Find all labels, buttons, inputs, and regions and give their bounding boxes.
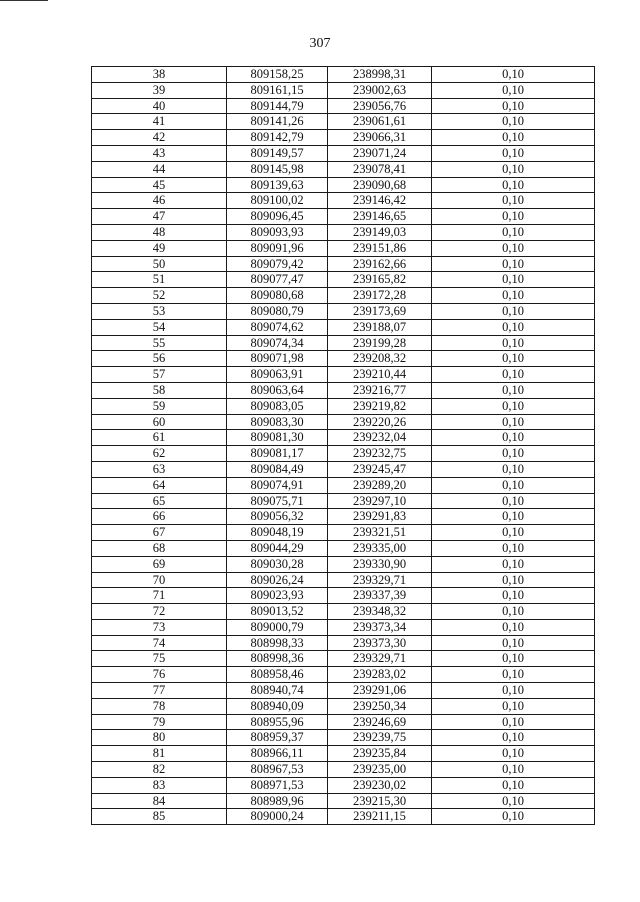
y-coordinate-cell: 239235,84 bbox=[328, 746, 432, 762]
y-coordinate-cell: 239211,15 bbox=[328, 809, 432, 825]
table-row bbox=[92, 224, 595, 240]
x-coordinate-cell: 809142,79 bbox=[227, 130, 328, 146]
point-number-cell: 78 bbox=[92, 698, 227, 714]
x-coordinate-cell: 809100,02 bbox=[227, 193, 328, 209]
table-row bbox=[92, 683, 595, 699]
x-coordinate-cell: 809077,47 bbox=[227, 272, 328, 288]
x-coordinate-cell: 808989,96 bbox=[227, 793, 328, 809]
accuracy-cell: 0,10 bbox=[432, 351, 595, 367]
point-number-cell: 43 bbox=[92, 145, 227, 161]
y-coordinate-cell: 238998,31 bbox=[328, 67, 432, 83]
y-coordinate-cell: 239066,31 bbox=[328, 130, 432, 146]
x-coordinate-cell: 809091,96 bbox=[227, 240, 328, 256]
y-coordinate-cell: 239210,44 bbox=[328, 367, 432, 383]
accuracy-cell: 0,10 bbox=[432, 98, 595, 114]
x-coordinate-cell: 809048,19 bbox=[227, 525, 328, 541]
accuracy-cell: 0,10 bbox=[432, 367, 595, 383]
point-number-cell: 58 bbox=[92, 382, 227, 398]
point-number-cell: 73 bbox=[92, 619, 227, 635]
table-row bbox=[92, 809, 595, 825]
table-row bbox=[92, 98, 595, 114]
y-coordinate-cell: 239232,04 bbox=[328, 430, 432, 446]
x-coordinate-cell: 809158,25 bbox=[227, 67, 328, 83]
point-number-cell: 75 bbox=[92, 651, 227, 667]
x-coordinate-cell: 809075,71 bbox=[227, 493, 328, 509]
accuracy-cell: 0,10 bbox=[432, 525, 595, 541]
y-coordinate-cell: 239151,86 bbox=[328, 240, 432, 256]
table-row bbox=[92, 319, 595, 335]
x-coordinate-cell: 809074,34 bbox=[227, 335, 328, 351]
accuracy-cell: 0,10 bbox=[432, 667, 595, 683]
table-row bbox=[92, 777, 595, 793]
table-row bbox=[92, 114, 595, 130]
point-number-cell: 46 bbox=[92, 193, 227, 209]
point-number-cell: 49 bbox=[92, 240, 227, 256]
y-coordinate-cell: 239235,00 bbox=[328, 762, 432, 778]
y-coordinate-cell: 239337,39 bbox=[328, 588, 432, 604]
x-coordinate-cell: 809141,26 bbox=[227, 114, 328, 130]
x-coordinate-cell: 809161,15 bbox=[227, 82, 328, 98]
accuracy-cell: 0,10 bbox=[432, 209, 595, 225]
y-coordinate-cell: 239373,30 bbox=[328, 635, 432, 651]
coordinates-table bbox=[91, 66, 595, 825]
accuracy-cell: 0,10 bbox=[432, 461, 595, 477]
x-coordinate-cell: 809081,30 bbox=[227, 430, 328, 446]
accuracy-cell: 0,10 bbox=[432, 240, 595, 256]
table-row bbox=[92, 303, 595, 319]
accuracy-cell: 0,10 bbox=[432, 635, 595, 651]
point-number-cell: 83 bbox=[92, 777, 227, 793]
point-number-cell: 67 bbox=[92, 525, 227, 541]
point-number-cell: 65 bbox=[92, 493, 227, 509]
point-number-cell: 50 bbox=[92, 256, 227, 272]
accuracy-cell: 0,10 bbox=[432, 604, 595, 620]
y-coordinate-cell: 239172,28 bbox=[328, 288, 432, 304]
coordinates-table-body bbox=[92, 67, 595, 825]
y-coordinate-cell: 239162,66 bbox=[328, 256, 432, 272]
accuracy-cell: 0,10 bbox=[432, 272, 595, 288]
y-coordinate-cell: 239078,41 bbox=[328, 161, 432, 177]
y-coordinate-cell: 239173,69 bbox=[328, 303, 432, 319]
table-row bbox=[92, 477, 595, 493]
table-row bbox=[92, 698, 595, 714]
x-coordinate-cell: 809071,98 bbox=[227, 351, 328, 367]
point-number-cell: 61 bbox=[92, 430, 227, 446]
y-coordinate-cell: 239246,69 bbox=[328, 714, 432, 730]
accuracy-cell: 0,10 bbox=[432, 619, 595, 635]
x-coordinate-cell: 808971,53 bbox=[227, 777, 328, 793]
table-row bbox=[92, 209, 595, 225]
table-row bbox=[92, 256, 595, 272]
x-coordinate-cell: 808958,46 bbox=[227, 667, 328, 683]
table-row bbox=[92, 351, 595, 367]
x-coordinate-cell: 809080,79 bbox=[227, 303, 328, 319]
table-row bbox=[92, 540, 595, 556]
table-row bbox=[92, 288, 595, 304]
accuracy-cell: 0,10 bbox=[432, 477, 595, 493]
y-coordinate-cell: 239250,34 bbox=[328, 698, 432, 714]
y-coordinate-cell: 239329,71 bbox=[328, 651, 432, 667]
table-row bbox=[92, 556, 595, 572]
accuracy-cell: 0,10 bbox=[432, 161, 595, 177]
x-coordinate-cell: 809145,98 bbox=[227, 161, 328, 177]
y-coordinate-cell: 239090,68 bbox=[328, 177, 432, 193]
accuracy-cell: 0,10 bbox=[432, 382, 595, 398]
point-number-cell: 69 bbox=[92, 556, 227, 572]
y-coordinate-cell: 239146,65 bbox=[328, 209, 432, 225]
x-coordinate-cell: 809063,91 bbox=[227, 367, 328, 383]
x-coordinate-cell: 808940,09 bbox=[227, 698, 328, 714]
x-coordinate-cell: 808966,11 bbox=[227, 746, 328, 762]
x-coordinate-cell: 808959,37 bbox=[227, 730, 328, 746]
x-coordinate-cell: 809083,30 bbox=[227, 414, 328, 430]
y-coordinate-cell: 239291,83 bbox=[328, 509, 432, 525]
y-coordinate-cell: 239348,32 bbox=[328, 604, 432, 620]
y-coordinate-cell: 239146,42 bbox=[328, 193, 432, 209]
accuracy-cell: 0,10 bbox=[432, 540, 595, 556]
point-number-cell: 51 bbox=[92, 272, 227, 288]
point-number-cell: 38 bbox=[92, 67, 227, 83]
table-row bbox=[92, 414, 595, 430]
table-row bbox=[92, 619, 595, 635]
accuracy-cell: 0,10 bbox=[432, 714, 595, 730]
table-row bbox=[92, 651, 595, 667]
table-row bbox=[92, 604, 595, 620]
x-coordinate-cell: 809063,64 bbox=[227, 382, 328, 398]
accuracy-cell: 0,10 bbox=[432, 319, 595, 335]
accuracy-cell: 0,10 bbox=[432, 446, 595, 462]
point-number-cell: 76 bbox=[92, 667, 227, 683]
y-coordinate-cell: 239208,32 bbox=[328, 351, 432, 367]
table-row bbox=[92, 588, 595, 604]
accuracy-cell: 0,10 bbox=[432, 256, 595, 272]
y-coordinate-cell: 239289,20 bbox=[328, 477, 432, 493]
table-row bbox=[92, 762, 595, 778]
point-number-cell: 72 bbox=[92, 604, 227, 620]
accuracy-cell: 0,10 bbox=[432, 762, 595, 778]
x-coordinate-cell: 809139,63 bbox=[227, 177, 328, 193]
table-row bbox=[92, 382, 595, 398]
y-coordinate-cell: 239239,75 bbox=[328, 730, 432, 746]
x-coordinate-cell: 809056,32 bbox=[227, 509, 328, 525]
accuracy-cell: 0,10 bbox=[432, 303, 595, 319]
table-row bbox=[92, 461, 595, 477]
x-coordinate-cell: 808955,96 bbox=[227, 714, 328, 730]
point-number-cell: 79 bbox=[92, 714, 227, 730]
table-row bbox=[92, 130, 595, 146]
accuracy-cell: 0,10 bbox=[432, 288, 595, 304]
table-row bbox=[92, 493, 595, 509]
point-number-cell: 82 bbox=[92, 762, 227, 778]
point-number-cell: 77 bbox=[92, 683, 227, 699]
x-coordinate-cell: 809074,91 bbox=[227, 477, 328, 493]
page-number: 307 bbox=[309, 36, 331, 51]
accuracy-cell: 0,10 bbox=[432, 809, 595, 825]
point-number-cell: 40 bbox=[92, 98, 227, 114]
table-row bbox=[92, 335, 595, 351]
y-coordinate-cell: 239335,00 bbox=[328, 540, 432, 556]
y-coordinate-cell: 239329,71 bbox=[328, 572, 432, 588]
point-number-cell: 52 bbox=[92, 288, 227, 304]
point-number-cell: 56 bbox=[92, 351, 227, 367]
accuracy-cell: 0,10 bbox=[432, 67, 595, 83]
x-coordinate-cell: 808998,33 bbox=[227, 635, 328, 651]
point-number-cell: 60 bbox=[92, 414, 227, 430]
table-row bbox=[92, 446, 595, 462]
accuracy-cell: 0,10 bbox=[432, 777, 595, 793]
y-coordinate-cell: 239220,26 bbox=[328, 414, 432, 430]
point-number-cell: 41 bbox=[92, 114, 227, 130]
point-number-cell: 54 bbox=[92, 319, 227, 335]
point-number-cell: 59 bbox=[92, 398, 227, 414]
point-number-cell: 39 bbox=[92, 82, 227, 98]
point-number-cell: 63 bbox=[92, 461, 227, 477]
y-coordinate-cell: 239232,75 bbox=[328, 446, 432, 462]
point-number-cell: 84 bbox=[92, 793, 227, 809]
x-coordinate-cell: 809000,79 bbox=[227, 619, 328, 635]
point-number-cell: 45 bbox=[92, 177, 227, 193]
x-coordinate-cell: 809080,68 bbox=[227, 288, 328, 304]
table-row bbox=[92, 367, 595, 383]
table-row bbox=[92, 714, 595, 730]
table-row bbox=[92, 177, 595, 193]
x-coordinate-cell: 809093,93 bbox=[227, 224, 328, 240]
y-coordinate-cell: 239149,03 bbox=[328, 224, 432, 240]
y-coordinate-cell: 239297,10 bbox=[328, 493, 432, 509]
accuracy-cell: 0,10 bbox=[432, 572, 595, 588]
y-coordinate-cell: 239215,30 bbox=[328, 793, 432, 809]
point-number-cell: 53 bbox=[92, 303, 227, 319]
accuracy-cell: 0,10 bbox=[432, 130, 595, 146]
x-coordinate-cell: 809030,28 bbox=[227, 556, 328, 572]
table-row bbox=[92, 145, 595, 161]
point-number-cell: 64 bbox=[92, 477, 227, 493]
accuracy-cell: 0,10 bbox=[432, 430, 595, 446]
accuracy-cell: 0,10 bbox=[432, 683, 595, 699]
accuracy-cell: 0,10 bbox=[432, 145, 595, 161]
y-coordinate-cell: 239245,47 bbox=[328, 461, 432, 477]
x-coordinate-cell: 808967,53 bbox=[227, 762, 328, 778]
y-coordinate-cell: 239188,07 bbox=[328, 319, 432, 335]
table-row bbox=[92, 572, 595, 588]
table-row bbox=[92, 398, 595, 414]
accuracy-cell: 0,10 bbox=[432, 698, 595, 714]
table-row bbox=[92, 525, 595, 541]
y-coordinate-cell: 239283,02 bbox=[328, 667, 432, 683]
y-coordinate-cell: 239321,51 bbox=[328, 525, 432, 541]
y-coordinate-cell: 239330,90 bbox=[328, 556, 432, 572]
x-coordinate-cell: 809144,79 bbox=[227, 98, 328, 114]
accuracy-cell: 0,10 bbox=[432, 509, 595, 525]
accuracy-cell: 0,10 bbox=[432, 746, 595, 762]
y-coordinate-cell: 239061,61 bbox=[328, 114, 432, 130]
y-coordinate-cell: 239291,06 bbox=[328, 683, 432, 699]
point-number-cell: 47 bbox=[92, 209, 227, 225]
point-number-cell: 44 bbox=[92, 161, 227, 177]
table-row bbox=[92, 67, 595, 83]
accuracy-cell: 0,10 bbox=[432, 556, 595, 572]
point-number-cell: 42 bbox=[92, 130, 227, 146]
point-number-cell: 81 bbox=[92, 746, 227, 762]
table-row bbox=[92, 82, 595, 98]
table-row bbox=[92, 430, 595, 446]
accuracy-cell: 0,10 bbox=[432, 493, 595, 509]
table-row bbox=[92, 793, 595, 809]
table-row bbox=[92, 730, 595, 746]
x-coordinate-cell: 809026,24 bbox=[227, 572, 328, 588]
y-coordinate-cell: 239199,28 bbox=[328, 335, 432, 351]
accuracy-cell: 0,10 bbox=[432, 114, 595, 130]
accuracy-cell: 0,10 bbox=[432, 82, 595, 98]
point-number-cell: 66 bbox=[92, 509, 227, 525]
x-coordinate-cell: 809081,17 bbox=[227, 446, 328, 462]
point-number-cell: 85 bbox=[92, 809, 227, 825]
point-number-cell: 80 bbox=[92, 730, 227, 746]
x-coordinate-cell: 809000,24 bbox=[227, 809, 328, 825]
x-coordinate-cell: 809084,49 bbox=[227, 461, 328, 477]
accuracy-cell: 0,10 bbox=[432, 177, 595, 193]
table-row bbox=[92, 509, 595, 525]
x-coordinate-cell: 809096,45 bbox=[227, 209, 328, 225]
x-coordinate-cell: 809079,42 bbox=[227, 256, 328, 272]
point-number-cell: 57 bbox=[92, 367, 227, 383]
table-row bbox=[92, 272, 595, 288]
y-coordinate-cell: 239216,77 bbox=[328, 382, 432, 398]
x-coordinate-cell: 809044,29 bbox=[227, 540, 328, 556]
y-coordinate-cell: 239219,82 bbox=[328, 398, 432, 414]
y-coordinate-cell: 239373,34 bbox=[328, 619, 432, 635]
y-coordinate-cell: 239071,24 bbox=[328, 145, 432, 161]
table-row bbox=[92, 746, 595, 762]
table-row bbox=[92, 240, 595, 256]
accuracy-cell: 0,10 bbox=[432, 224, 595, 240]
point-number-cell: 55 bbox=[92, 335, 227, 351]
x-coordinate-cell: 808998,36 bbox=[227, 651, 328, 667]
point-number-cell: 48 bbox=[92, 224, 227, 240]
point-number-cell: 70 bbox=[92, 572, 227, 588]
accuracy-cell: 0,10 bbox=[432, 651, 595, 667]
accuracy-cell: 0,10 bbox=[432, 193, 595, 209]
accuracy-cell: 0,10 bbox=[432, 414, 595, 430]
x-coordinate-cell: 809149,57 bbox=[227, 145, 328, 161]
point-number-cell: 62 bbox=[92, 446, 227, 462]
x-coordinate-cell: 809023,93 bbox=[227, 588, 328, 604]
accuracy-cell: 0,10 bbox=[432, 335, 595, 351]
y-coordinate-cell: 239230,02 bbox=[328, 777, 432, 793]
x-coordinate-cell: 809083,05 bbox=[227, 398, 328, 414]
x-coordinate-cell: 809074,62 bbox=[227, 319, 328, 335]
x-coordinate-cell: 808940,74 bbox=[227, 683, 328, 699]
table-row bbox=[92, 193, 595, 209]
scan-edge-mark bbox=[0, 0, 48, 1]
y-coordinate-cell: 239056,76 bbox=[328, 98, 432, 114]
x-coordinate-cell: 809013,52 bbox=[227, 604, 328, 620]
table-row bbox=[92, 635, 595, 651]
point-number-cell: 68 bbox=[92, 540, 227, 556]
accuracy-cell: 0,10 bbox=[432, 793, 595, 809]
point-number-cell: 71 bbox=[92, 588, 227, 604]
table-row bbox=[92, 161, 595, 177]
y-coordinate-cell: 239002,63 bbox=[328, 82, 432, 98]
accuracy-cell: 0,10 bbox=[432, 398, 595, 414]
point-number-cell: 74 bbox=[92, 635, 227, 651]
accuracy-cell: 0,10 bbox=[432, 730, 595, 746]
accuracy-cell: 0,10 bbox=[432, 588, 595, 604]
y-coordinate-cell: 239165,82 bbox=[328, 272, 432, 288]
table-row bbox=[92, 667, 595, 683]
